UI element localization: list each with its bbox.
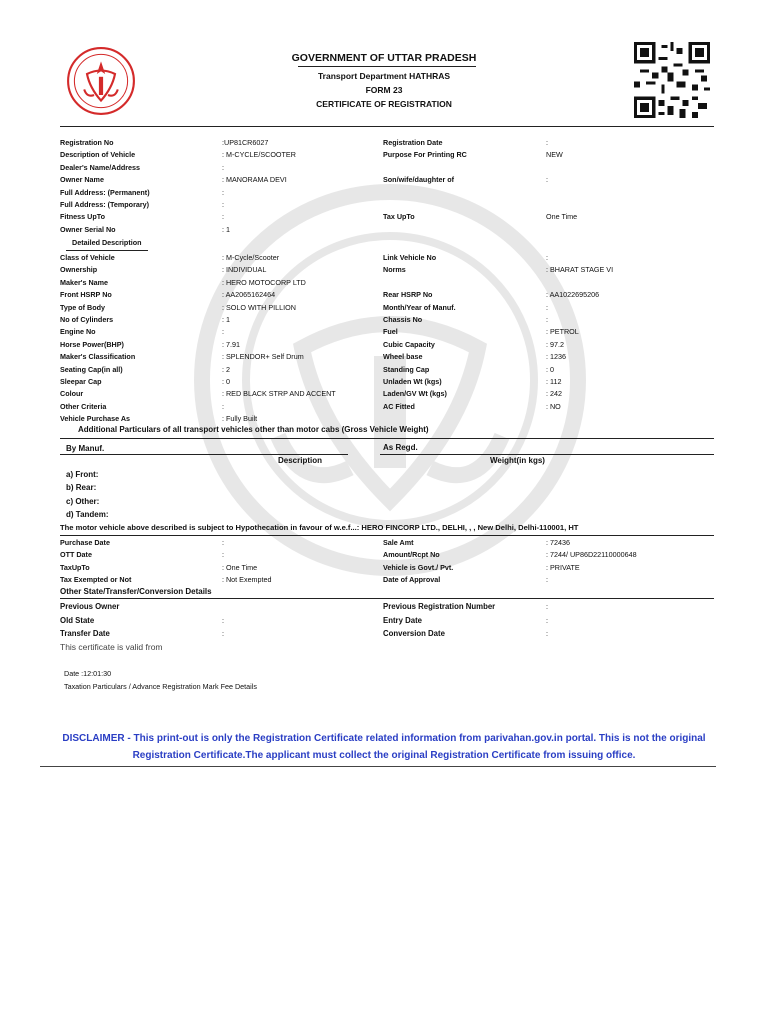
field-label: Vehicle is Govt./ Pvt. bbox=[383, 562, 454, 572]
field-value: : Fully Built bbox=[222, 414, 258, 424]
field-value: : SOLO WITH PILLION bbox=[222, 302, 296, 312]
field-label: Transfer Date bbox=[60, 629, 110, 638]
field-value: : bbox=[222, 550, 224, 560]
field-label: Front HSRP No bbox=[60, 290, 112, 300]
gvw-as-regd: As Regd. bbox=[383, 443, 418, 452]
field-value: : 2 bbox=[222, 364, 230, 374]
gvw-row: c) Other: bbox=[66, 497, 100, 506]
field-label: No of Cylinders bbox=[60, 315, 114, 324]
field-value: : MANORAMA DEVI bbox=[222, 175, 287, 185]
field-value: : 7244/ UP86D22110000648 bbox=[546, 550, 637, 560]
field-value: : M-CYCLE/SCOOTER bbox=[222, 150, 296, 160]
field-value: : PRIVATE bbox=[546, 562, 580, 572]
field-value: : bbox=[546, 602, 548, 611]
field-value: : bbox=[222, 327, 224, 337]
field-label: Amount/Rcpt No bbox=[383, 550, 440, 560]
disclaimer-divider bbox=[40, 766, 716, 767]
field-value: : AA1022695206 bbox=[546, 290, 600, 300]
field-value: : NO bbox=[546, 401, 561, 411]
gvw-manuf-underline bbox=[60, 454, 348, 455]
header-government: GOVERNMENT OF UTTAR PRADESH bbox=[291, 52, 477, 64]
field-label: Description of Vehicle bbox=[60, 150, 136, 160]
header-certificate-title: CERTIFICATE OF REGISTRATION bbox=[316, 99, 452, 109]
field-value: : bbox=[546, 629, 548, 638]
field-label: Conversion Date bbox=[383, 629, 445, 638]
field-label: Fitness UpTo bbox=[60, 212, 105, 222]
gvw-description-header: Description bbox=[278, 456, 323, 465]
field-label: Sale Amt bbox=[383, 538, 414, 547]
field-value: : bbox=[222, 629, 224, 638]
field-label: Laden/GV Wt (kgs) bbox=[383, 389, 447, 399]
header-form: FORM 23 bbox=[365, 85, 403, 95]
field-value: : 72436 bbox=[546, 538, 570, 547]
field-value: : Not Exempted bbox=[222, 575, 272, 585]
field-label: OTT Date bbox=[60, 550, 92, 560]
detailed-description-title: Detailed Description bbox=[72, 238, 142, 247]
field-label: Link Vehicle No bbox=[383, 253, 437, 262]
hypothecation-text: The motor vehicle above described is subject to Hypothecation in favour of w.e.f...: HERO FINCORP LTD., DELHI, , , New Delhi, Delhi-110001, HT bbox=[60, 523, 579, 532]
field-label: Entry Date bbox=[383, 615, 422, 625]
field-label: Cubic Capacity bbox=[383, 339, 435, 349]
field-value: : M-Cycle/Scooter bbox=[222, 253, 280, 262]
field-label: Month/Year of Manuf. bbox=[383, 302, 456, 312]
field-label: Registration Date bbox=[383, 138, 443, 147]
field-value: : bbox=[222, 538, 224, 547]
field-value: : 0 bbox=[546, 364, 554, 374]
field-label: Chassis No bbox=[383, 315, 423, 324]
field-value: : bbox=[546, 138, 548, 147]
field-label: Norms bbox=[383, 265, 406, 275]
field-label: Vehicle Purchase As bbox=[60, 414, 131, 424]
gvw-regd-underline bbox=[380, 454, 714, 455]
field-label: Registration No bbox=[60, 138, 114, 147]
field-label: Old State bbox=[60, 615, 95, 625]
field-value: : 7.91 bbox=[222, 339, 240, 349]
field-label: Owner Serial No bbox=[60, 224, 116, 234]
field-label: Son/wife/daughter of bbox=[383, 175, 455, 185]
field-label: Other Criteria bbox=[60, 401, 107, 411]
field-label: Tax UpTo bbox=[383, 212, 415, 222]
field-value: : bbox=[546, 575, 548, 585]
header-underline bbox=[298, 66, 476, 67]
field-value: : SPLENDOR+ Self Drum bbox=[222, 352, 304, 362]
field-value: : HERO MOTOCORP LTD bbox=[222, 277, 306, 287]
field-value: : bbox=[222, 200, 224, 209]
field-value: : 1 bbox=[222, 224, 230, 234]
field-label: Wheel base bbox=[383, 352, 423, 362]
gvw-by-manuf: By Manuf. bbox=[66, 444, 105, 453]
field-value: : bbox=[222, 212, 224, 222]
field-label: Full Address: (Permanent) bbox=[60, 187, 150, 197]
field-value: : One Time bbox=[222, 562, 258, 572]
field-value: NEW bbox=[546, 150, 563, 160]
field-value: : bbox=[546, 175, 548, 185]
disclaimer-text bbox=[40, 730, 728, 764]
field-value: : RED BLACK STRP AND ACCENT bbox=[222, 389, 336, 399]
field-value: : 242 bbox=[546, 389, 562, 399]
field-label: Purchase Date bbox=[60, 538, 110, 547]
field-value: :UP81CR6027 bbox=[222, 138, 269, 147]
field-label: AC Fitted bbox=[383, 401, 415, 411]
field-label: Sleepar Cap bbox=[60, 377, 102, 386]
field-value: : 1236 bbox=[546, 352, 566, 362]
field-label: Colour bbox=[60, 389, 84, 399]
field-label: Engine No bbox=[60, 327, 96, 337]
field-value: : bbox=[546, 315, 548, 324]
field-label: Full Address: (Temporary) bbox=[60, 200, 150, 209]
gvw-weight-header: Weight(in kgs) bbox=[490, 456, 545, 465]
field-value: : bbox=[222, 615, 224, 625]
field-label: Tax Exempted or Not bbox=[60, 575, 132, 585]
taxation-particulars-line: Taxation Particulars / Advance Registration Mark Fee Details bbox=[64, 682, 257, 691]
valid-from-note: This certificate is valid from bbox=[60, 642, 163, 652]
field-value: : bbox=[222, 162, 224, 172]
field-value: : bbox=[546, 615, 548, 625]
field-value: : 0 bbox=[222, 377, 230, 386]
field-value: : 1 bbox=[222, 315, 230, 324]
field-value: : PETROL bbox=[546, 327, 579, 337]
field-label: Previous Registration Number bbox=[383, 602, 496, 611]
field-label: Fuel bbox=[383, 327, 398, 337]
disclaimer-line-1: DISCLAIMER - This print-out is only the Registration Certificate related information from parivahan.gov.in portal. This is not the original bbox=[62, 733, 706, 744]
field-label: Maker's Classification bbox=[60, 352, 136, 362]
header-department: Transport Department HATHRAS bbox=[317, 71, 451, 81]
field-value: : bbox=[222, 401, 224, 411]
additional-divider bbox=[60, 438, 714, 439]
field-value: : AA2065162464 bbox=[222, 290, 276, 300]
transfer-details-title: Other State/Transfer/Conversion Details bbox=[60, 587, 212, 596]
field-label: Previous Owner bbox=[60, 602, 120, 611]
gvw-row: a) Front: bbox=[66, 470, 99, 479]
field-label: Date of Approval bbox=[383, 575, 441, 585]
gvw-row: d) Tandem: bbox=[66, 510, 109, 519]
field-label: Unladen Wt (kgs) bbox=[383, 377, 442, 386]
field-value: : INDIVIDUAL bbox=[222, 265, 267, 275]
gvw-row: b) Rear: bbox=[66, 483, 97, 492]
date-line: Date :12:01:30 bbox=[64, 669, 112, 678]
field-label: Rear HSRP No bbox=[383, 290, 433, 300]
field-label: Dealer's Name/Address bbox=[60, 162, 141, 172]
header-divider bbox=[60, 126, 714, 127]
field-label: Purpose For Printing RC bbox=[383, 150, 467, 160]
field-label: TaxUpTo bbox=[60, 562, 90, 572]
additional-particulars-title: Additional Particulars of all transport vehicles other than motor cabs (Gross Vehicle Weight) bbox=[78, 425, 429, 434]
field-label: Standing Cap bbox=[383, 364, 430, 374]
field-value: : bbox=[546, 253, 548, 262]
field-label: Horse Power(BHP) bbox=[60, 339, 124, 349]
field-value: : bbox=[222, 187, 224, 197]
field-label: Class of Vehicle bbox=[60, 253, 115, 262]
field-label: Owner Name bbox=[60, 175, 104, 185]
field-label: Maker's Name bbox=[60, 277, 109, 287]
disclaimer-line-2: Registration Certificate.The applicant must collect the original Registration Certificate from issuing office. bbox=[132, 750, 636, 761]
field-value: : BHARAT STAGE VI bbox=[546, 265, 614, 275]
field-label: Type of Body bbox=[60, 302, 105, 312]
field-value: : bbox=[546, 302, 548, 312]
field-label: Seating Cap(in all) bbox=[60, 364, 123, 374]
detailed-description-underline bbox=[66, 250, 148, 251]
hypothecation-divider bbox=[60, 535, 714, 536]
field-value: One Time bbox=[546, 212, 578, 222]
field-value: : 112 bbox=[546, 377, 562, 386]
transfer-divider bbox=[60, 598, 714, 599]
field-label: Ownership bbox=[60, 265, 98, 275]
field-value: : 97.2 bbox=[546, 339, 564, 349]
